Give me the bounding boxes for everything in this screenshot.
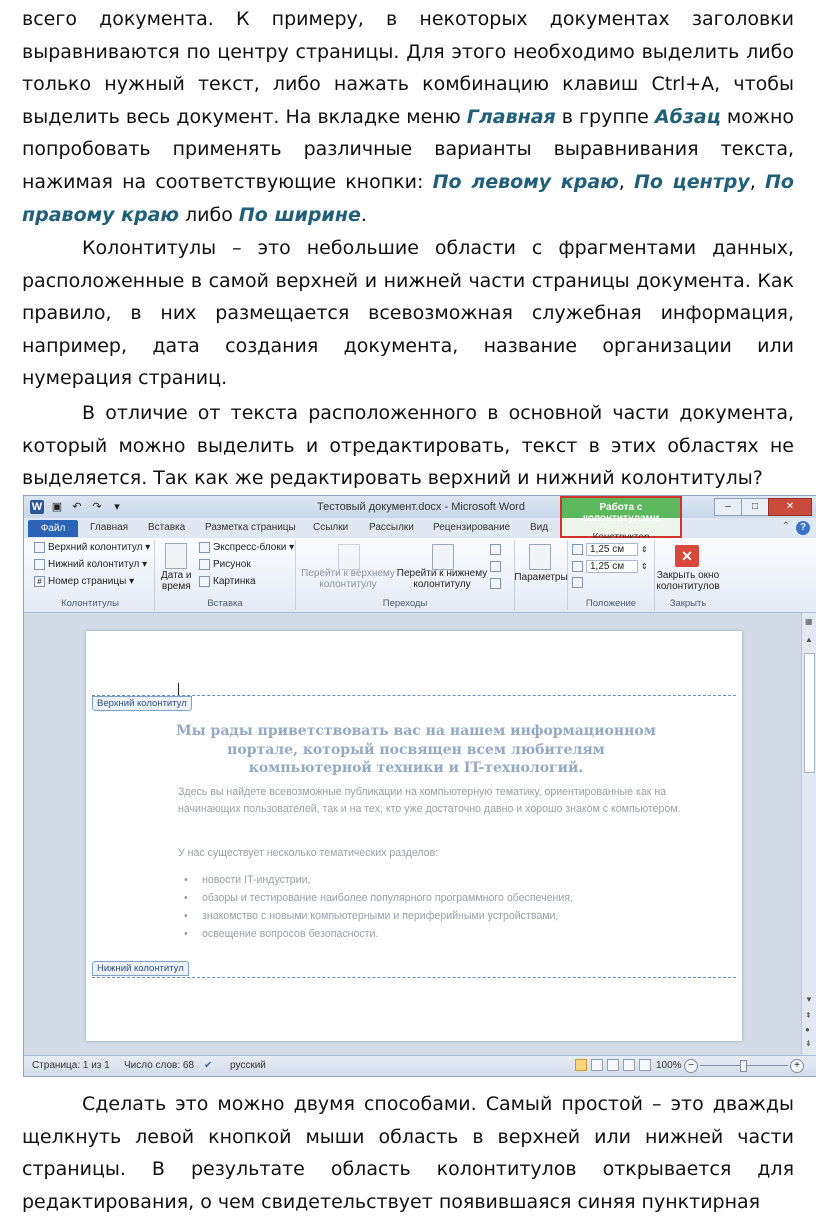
paragraph-editing-question: В отличие от текста расположенного в основной части документа, который можно выделить и отредактировать, текст в этих областях не выделяется. Так как же редактировать верхний и нижний колонтитулы? xyxy=(22,402,794,490)
group-insert xyxy=(155,540,296,610)
tab-insert[interactable]: Вставка xyxy=(148,522,186,533)
spellcheck-icon[interactable]: ✔ xyxy=(204,1060,213,1071)
goto-header-label: Перейти к верхнему xyxy=(301,568,395,579)
word-count[interactable]: Число слов: 68 xyxy=(124,1060,195,1071)
minimize-icon[interactable]: – xyxy=(714,498,742,516)
tab-mailings[interactable]: Рассылки xyxy=(369,522,414,533)
quick-parts-icon xyxy=(199,542,210,553)
customize-qat-icon[interactable]: ▾ xyxy=(114,501,120,513)
keyword-paragraph: Абзац xyxy=(654,105,721,128)
tab-home[interactable]: Главная xyxy=(90,522,129,533)
group-navigation xyxy=(296,540,515,610)
window-title: Тестовый документ.docx - Microsoft Word xyxy=(317,501,525,513)
tab-view[interactable]: Вид xyxy=(530,522,549,533)
group-label: Переходы xyxy=(382,598,428,609)
header-position-field[interactable] xyxy=(572,543,648,556)
footer-position-field[interactable] xyxy=(572,560,648,573)
para-text: можно попробовать применять различные варианты выравнивания текста, нажимая на соответствующие кнопки: xyxy=(22,105,795,193)
picture-button[interactable] xyxy=(199,559,251,570)
previous-section-icon[interactable] xyxy=(490,544,501,555)
para-text: , xyxy=(749,170,766,193)
para-text: в группе xyxy=(555,105,655,128)
close-window-icon[interactable]: ✕ xyxy=(768,498,812,516)
previous-page-icon[interactable]: ⇞ xyxy=(805,1011,812,1020)
keyword-align-left: По левому краю xyxy=(432,170,619,193)
doc-list-item: • обзоры и тестирование наиболее популярного программного обеспечения, xyxy=(202,892,573,904)
header-label-tag: Верхний колонтитул xyxy=(92,696,192,711)
help-icon[interactable]: ? xyxy=(796,521,810,535)
para-text: всего документа. К примеру, в некоторых документах заголовки выравниваются по центру страницы. Для этого необходимо выделить либо только нужный текст, либо нажать комбинацию клавиш Ctrl+A, чтобы выделить весь документ. На вкладке меню xyxy=(22,8,794,128)
link-icon xyxy=(490,578,501,589)
goto-header-label: колонтитулу xyxy=(319,579,377,590)
header-label: Верхний колонтитул ▾ xyxy=(48,542,151,553)
goto-footer-button[interactable] xyxy=(394,568,490,590)
scroll-down-icon[interactable]: ▼ xyxy=(805,995,813,1004)
group-options xyxy=(515,540,568,610)
language[interactable]: русский xyxy=(230,1060,266,1071)
picture-icon xyxy=(199,559,210,570)
doc-paragraph: Здесь вы найдете всевозможные публикации на компьютерную тематику, ориентированные как на начинающих пользователей, так и на тех, кто уже достаточно давно и хорошо знаком с компьютером. xyxy=(178,786,681,815)
zoom-in-icon[interactable]: + xyxy=(790,1059,804,1073)
date-time-button[interactable] xyxy=(161,570,192,592)
quick-parts-button[interactable] xyxy=(199,542,294,553)
group-label: Колонтитулы xyxy=(61,598,119,609)
next-page-icon[interactable]: ⇟ xyxy=(805,1039,812,1048)
alignment-tab-icon xyxy=(572,577,583,588)
group-label: Положение xyxy=(585,598,637,609)
doc-list-item: • знакомство с новыми компьютерными и периферийными устройствами, xyxy=(202,910,558,922)
undo-icon[interactable]: ↶ xyxy=(72,501,82,513)
keyword-align-right: По правому краю xyxy=(22,170,794,226)
doc-list-item: • освещение вопросов безопасности. xyxy=(202,928,378,940)
document-area xyxy=(24,613,802,1056)
print-layout-icon[interactable] xyxy=(575,1059,587,1071)
minimize-ribbon-icon[interactable]: ⌃ xyxy=(781,521,790,532)
document-page[interactable] xyxy=(86,631,742,1041)
insert-alignment-tab-button[interactable] xyxy=(572,577,583,588)
footer-position-input[interactable]: 1,25 см xyxy=(586,560,638,573)
doc-paragraph: У нас существует несколько тематических разделов: xyxy=(178,847,439,859)
quick-parts-label: Экспресс-блоки ▾ xyxy=(213,542,295,553)
page-count[interactable]: Страница: 1 из 1 xyxy=(32,1060,110,1071)
zoom-slider-knob[interactable] xyxy=(740,1060,747,1072)
spinner-icon[interactable]: ⇕ xyxy=(641,562,648,571)
header-footer-tools-tab[interactable] xyxy=(560,496,682,538)
paragraph-two-ways: Сделать это можно двумя способами. Самый простой – это дважды щелкнуть левой кнопкой мыши область в верхней или нижней части страницы. В результате область колонтитулов открывается для редактирования, о чем свидетельствует появившаяся синяя пунктирная xyxy=(22,1093,794,1213)
goto-footer-label: Перейти к нижнему xyxy=(396,568,488,579)
close-label: Закрыть окно xyxy=(656,570,720,581)
close-header-footer-button[interactable] xyxy=(655,570,721,592)
tab-review[interactable]: Рецензирование xyxy=(433,522,511,533)
paragraph-alignment xyxy=(22,3,794,231)
ribbon-tabs xyxy=(24,518,816,538)
word-screenshot xyxy=(23,495,816,1077)
previous-icon xyxy=(490,544,501,555)
browse-object-icon[interactable]: ● xyxy=(805,1025,810,1034)
options-button[interactable] xyxy=(515,572,567,583)
contextual-title: Работа с колонтитулами xyxy=(582,502,660,524)
zoom-level[interactable]: 100% xyxy=(656,1060,682,1071)
goto-footer-label: колонтитулу xyxy=(413,579,471,590)
group-position xyxy=(568,540,655,610)
next-section-icon[interactable] xyxy=(490,561,501,572)
footer-label: Нижний колонтитул ▾ xyxy=(48,559,148,570)
scroll-thumb[interactable] xyxy=(804,653,815,773)
group-label: Закрыть xyxy=(669,598,707,609)
status-bar xyxy=(24,1055,816,1076)
web-layout-icon[interactable] xyxy=(607,1059,619,1071)
para-text: , xyxy=(618,170,634,193)
doc-heading: Мы рады приветствовать вас на нашем информационном портале, который посвящен всем любителям компьютерной техники и IT-технологий. xyxy=(176,723,656,776)
footer-position-icon xyxy=(572,561,583,572)
full-screen-reading-icon[interactable] xyxy=(591,1059,603,1071)
vertical-scrollbar[interactable] xyxy=(801,613,816,1056)
spinner-icon[interactable]: ⇕ xyxy=(641,545,648,554)
header-position-icon xyxy=(572,544,583,555)
window-controls xyxy=(715,498,812,516)
para-text: либо xyxy=(178,203,239,226)
zoom-out-icon[interactable]: − xyxy=(684,1059,698,1073)
tab-file[interactable]: Файл xyxy=(28,520,78,537)
clipart-icon xyxy=(199,576,210,587)
word-app-icon[interactable]: W xyxy=(31,501,43,513)
close-header-footer-icon[interactable]: ✕ xyxy=(675,545,699,567)
footer-button[interactable] xyxy=(34,559,147,570)
page-number-icon: # xyxy=(34,576,45,587)
calendar-icon xyxy=(165,543,187,569)
redo-icon[interactable]: ↷ xyxy=(92,501,102,513)
footer-label-tag: Нижний колонтитул xyxy=(92,961,189,976)
maximize-icon[interactable]: □ xyxy=(741,498,769,516)
date-time-label: время xyxy=(161,581,191,592)
keyword-justify: По ширине xyxy=(238,203,361,226)
header-icon xyxy=(34,542,45,553)
title-bar xyxy=(24,496,816,518)
footer-boundary xyxy=(92,977,736,978)
keyword-home: Главная xyxy=(466,105,556,128)
group-close xyxy=(655,540,721,610)
tab-references[interactable]: Ссылки xyxy=(313,522,349,533)
tab-page-layout[interactable]: Разметка страницы xyxy=(205,522,296,533)
ribbon xyxy=(24,538,816,613)
close-label: колонтитулов xyxy=(656,581,720,592)
page-number-label: Номер страницы ▾ xyxy=(48,576,135,587)
options-label: Параметры xyxy=(514,572,568,583)
link-to-previous-icon[interactable] xyxy=(490,578,501,589)
doc-list-item: • новости IT-индустрии, xyxy=(202,874,310,886)
group-label: Вставка xyxy=(207,598,243,609)
ruler-toggle-icon[interactable]: ▦ xyxy=(805,617,813,626)
draft-icon[interactable] xyxy=(639,1059,651,1071)
next-icon xyxy=(490,561,501,572)
page-number-button[interactable] xyxy=(34,576,134,587)
scroll-up-icon[interactable]: ▲ xyxy=(805,635,813,644)
clipart-label: Картинка xyxy=(213,576,256,587)
outline-icon[interactable] xyxy=(623,1059,635,1071)
header-button[interactable] xyxy=(34,542,150,553)
keyword-align-center: По центру xyxy=(633,170,750,193)
options-icon xyxy=(529,544,551,570)
paragraph-headers-footers: Колонтитулы – это небольшие области с фрагментами данных, расположенные в самой верхней и нижней части страницы документа. Как правило, в них размещается всевозможная служебная информация, например, дата создания документа, название организации или нумерация страниц. xyxy=(22,237,794,390)
date-time-label: Дата и xyxy=(161,570,192,581)
picture-label: Рисунок xyxy=(213,559,251,570)
header-position-input[interactable]: 1,25 см xyxy=(586,543,638,556)
goto-header-icon xyxy=(338,544,360,570)
group-header-footer xyxy=(26,540,155,610)
para-text: . xyxy=(360,203,367,226)
clipart-button[interactable] xyxy=(199,576,256,587)
goto-footer-icon xyxy=(432,544,454,570)
footer-icon xyxy=(34,559,45,570)
goto-header-button[interactable] xyxy=(300,568,396,590)
save-icon[interactable]: ▣ xyxy=(51,501,63,513)
